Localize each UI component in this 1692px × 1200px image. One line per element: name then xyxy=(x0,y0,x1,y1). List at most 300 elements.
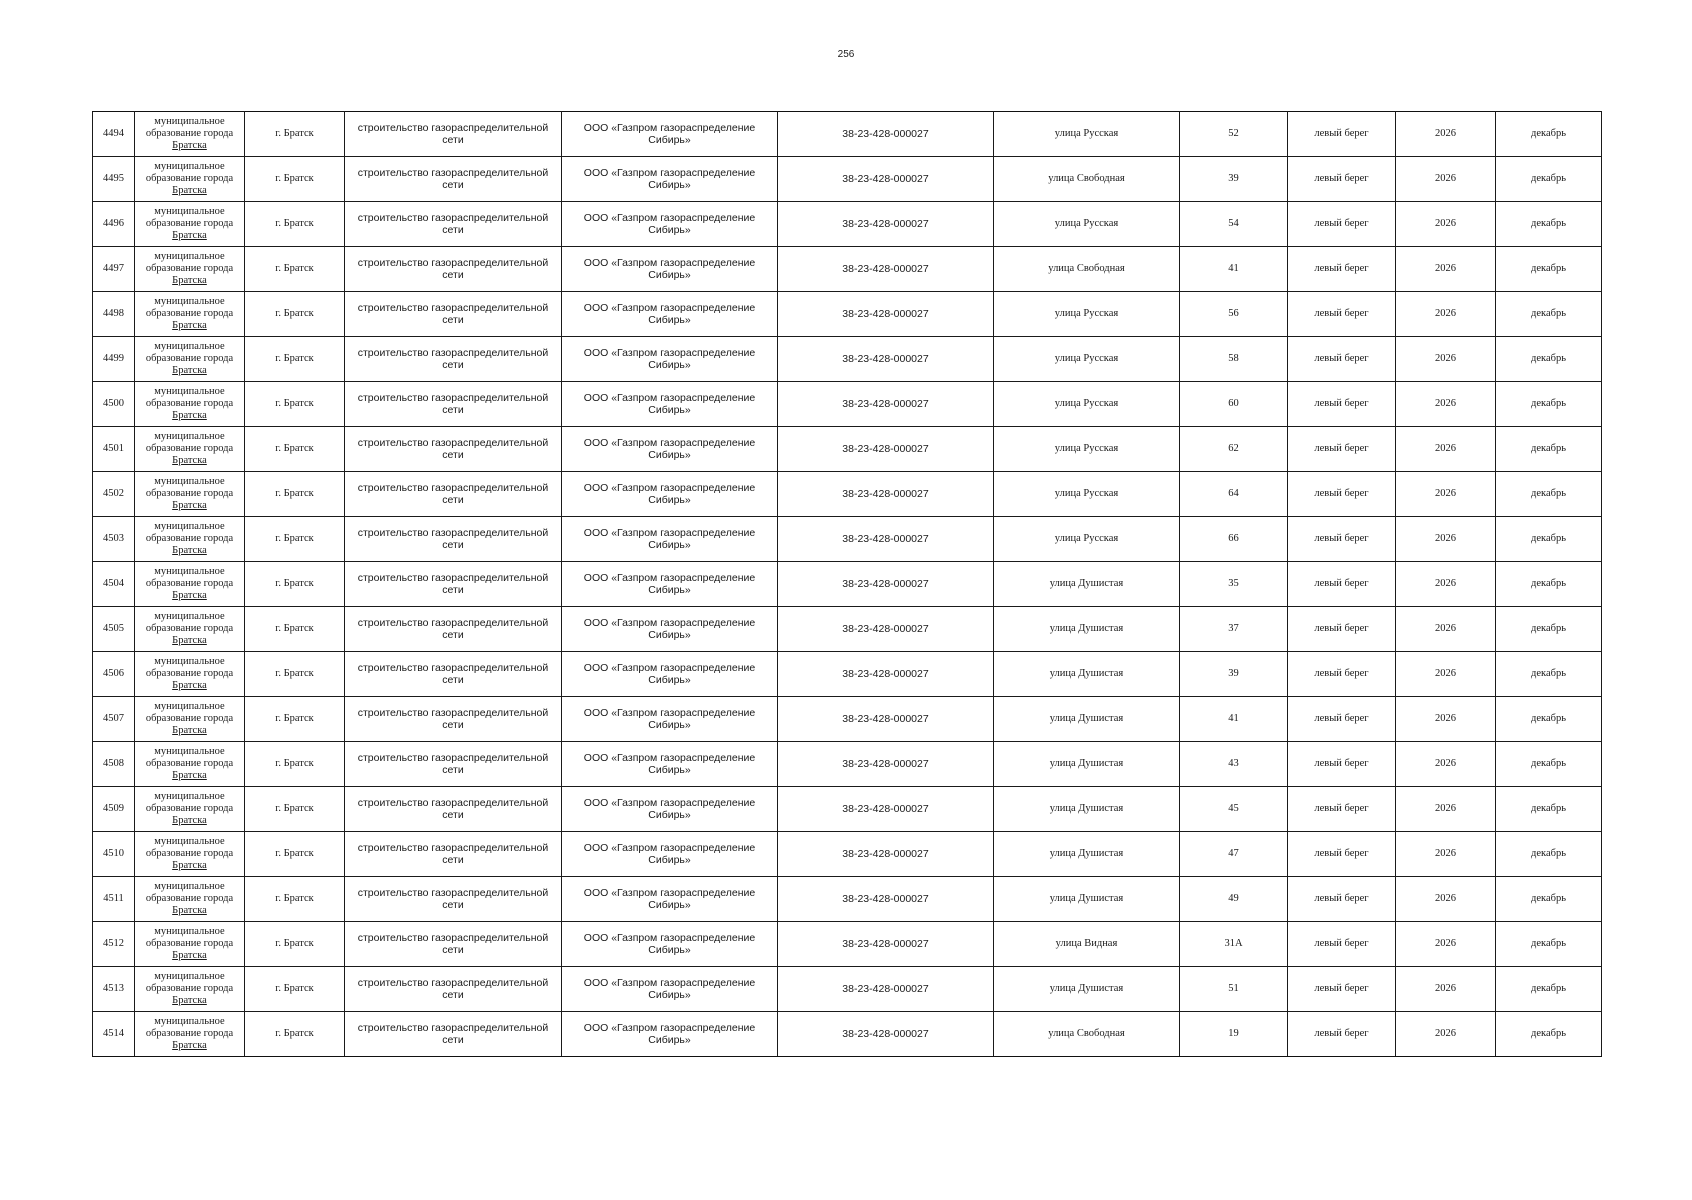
municipality-line: муниципальное xyxy=(154,116,225,127)
settlement-cell: г. Братск xyxy=(245,382,345,427)
municipality-line: образование города xyxy=(145,623,234,634)
month-cell: декабрь xyxy=(1496,877,1602,922)
work-type-cell: строительство газораспределительной сети xyxy=(345,607,562,652)
municipality-line: образование города xyxy=(145,578,234,589)
municipality-cell xyxy=(135,202,245,247)
work-type-cell: строительство газораспределительной сети xyxy=(345,157,562,202)
municipality-line: образование города xyxy=(145,443,234,454)
year-cell: 2026 xyxy=(1396,742,1496,787)
year-cell: 2026 xyxy=(1396,1012,1496,1057)
house-number-cell: 41 xyxy=(1180,697,1288,742)
table-row xyxy=(93,157,1602,202)
year-cell: 2026 xyxy=(1396,517,1496,562)
municipality-line: образование города xyxy=(145,848,234,859)
year-cell: 2026 xyxy=(1396,877,1496,922)
municipality-line: муниципальное xyxy=(154,206,225,217)
house-number-cell: 64 xyxy=(1180,472,1288,517)
municipality-line: образование города xyxy=(145,758,234,769)
object-code-cell: 38-23-428-000027 xyxy=(778,382,994,427)
municipality-line: Братска xyxy=(172,185,207,196)
municipality-line: муниципальное xyxy=(154,251,225,262)
object-code-cell: 38-23-428-000027 xyxy=(778,607,994,652)
month-cell: декабрь xyxy=(1496,517,1602,562)
municipality-line: Братска xyxy=(172,725,207,736)
street-cell: улица Душистая xyxy=(994,697,1180,742)
city-zone-cell: левый берег xyxy=(1288,832,1396,877)
object-code-cell: 38-23-428-000027 xyxy=(778,517,994,562)
house-number-cell: 47 xyxy=(1180,832,1288,877)
municipality-line: Братска xyxy=(172,680,207,691)
organization-cell: ООО «Газпром газораспределение Сибирь» xyxy=(562,112,778,157)
house-number-cell: 19 xyxy=(1180,1012,1288,1057)
organization-cell: ООО «Газпром газораспределение Сибирь» xyxy=(562,562,778,607)
month-cell: декабрь xyxy=(1496,787,1602,832)
settlement-cell: г. Братск xyxy=(245,697,345,742)
municipality-line: Братска xyxy=(172,140,207,151)
table-row xyxy=(93,607,1602,652)
object-code-cell: 38-23-428-000027 xyxy=(778,562,994,607)
municipality-line: Братска xyxy=(172,275,207,286)
organization-cell: ООО «Газпром газораспределение Сибирь» xyxy=(562,157,778,202)
street-cell: улица Душистая xyxy=(994,607,1180,652)
municipality-line: образование города xyxy=(145,263,234,274)
municipality-line: образование города xyxy=(145,893,234,904)
street-cell: улица Русская xyxy=(994,472,1180,517)
row-number: 4512 xyxy=(93,922,135,967)
settlement-cell: г. Братск xyxy=(245,427,345,472)
table-row xyxy=(93,832,1602,877)
street-cell: улица Русская xyxy=(994,202,1180,247)
table-row xyxy=(93,922,1602,967)
table-row xyxy=(93,517,1602,562)
street-cell: улица Душистая xyxy=(994,742,1180,787)
organization-cell: ООО «Газпром газораспределение Сибирь» xyxy=(562,832,778,877)
municipality-line: муниципальное xyxy=(154,791,225,802)
work-type-cell: строительство газораспределительной сети xyxy=(345,427,562,472)
month-cell: декабрь xyxy=(1496,697,1602,742)
house-number-cell: 62 xyxy=(1180,427,1288,472)
table-row xyxy=(93,562,1602,607)
municipality-cell xyxy=(135,472,245,517)
organization-cell: ООО «Газпром газораспределение Сибирь» xyxy=(562,247,778,292)
house-number-cell: 51 xyxy=(1180,967,1288,1012)
municipality-line: муниципальное xyxy=(154,1016,225,1027)
municipality-line: образование города xyxy=(145,803,234,814)
municipality-line: муниципальное xyxy=(154,746,225,757)
house-number-cell: 37 xyxy=(1180,607,1288,652)
municipality-line: муниципальное xyxy=(154,161,225,172)
municipality-line: Братска xyxy=(172,455,207,466)
municipality-line: муниципальное xyxy=(154,296,225,307)
street-cell: улица Русская xyxy=(994,292,1180,337)
year-cell: 2026 xyxy=(1396,697,1496,742)
municipality-line: Братска xyxy=(172,950,207,961)
month-cell: декабрь xyxy=(1496,157,1602,202)
street-cell: улица Душистая xyxy=(994,877,1180,922)
table-row xyxy=(93,742,1602,787)
street-cell: улица Свободная xyxy=(994,157,1180,202)
city-zone-cell: левый берег xyxy=(1288,922,1396,967)
municipality-line: Братска xyxy=(172,410,207,421)
work-type-cell: строительство газораспределительной сети xyxy=(345,517,562,562)
municipality-line: Братска xyxy=(172,995,207,1006)
municipality-line: муниципальное xyxy=(154,656,225,667)
month-cell: декабрь xyxy=(1496,382,1602,427)
municipality-line: Братска xyxy=(172,320,207,331)
month-cell: декабрь xyxy=(1496,247,1602,292)
municipality-cell xyxy=(135,292,245,337)
object-code-cell: 38-23-428-000027 xyxy=(778,742,994,787)
organization-cell: ООО «Газпром газораспределение Сибирь» xyxy=(562,292,778,337)
city-zone-cell: левый берег xyxy=(1288,652,1396,697)
work-type-cell: строительство газораспределительной сети xyxy=(345,697,562,742)
municipality-cell xyxy=(135,157,245,202)
object-code-cell: 38-23-428-000027 xyxy=(778,157,994,202)
municipality-cell xyxy=(135,382,245,427)
municipality-line: Братска xyxy=(172,635,207,646)
municipality-line: Братска xyxy=(172,545,207,556)
organization-cell: ООО «Газпром газораспределение Сибирь» xyxy=(562,607,778,652)
house-number-cell: 58 xyxy=(1180,337,1288,382)
municipality-line: образование города xyxy=(145,938,234,949)
row-number: 4506 xyxy=(93,652,135,697)
city-zone-cell: левый берег xyxy=(1288,382,1396,427)
municipality-cell xyxy=(135,967,245,1012)
house-number-cell: 66 xyxy=(1180,517,1288,562)
street-cell: улица Свободная xyxy=(994,247,1180,292)
street-cell: улица Русская xyxy=(994,517,1180,562)
work-type-cell: строительство газораспределительной сети xyxy=(345,652,562,697)
row-number: 4513 xyxy=(93,967,135,1012)
city-zone-cell: левый берег xyxy=(1288,157,1396,202)
settlement-cell: г. Братск xyxy=(245,742,345,787)
municipality-line: муниципальное xyxy=(154,926,225,937)
month-cell: декабрь xyxy=(1496,967,1602,1012)
municipality-line: муниципальное xyxy=(154,971,225,982)
table-body xyxy=(93,112,1602,1057)
organization-cell: ООО «Газпром газораспределение Сибирь» xyxy=(562,697,778,742)
city-zone-cell: левый берег xyxy=(1288,562,1396,607)
row-number: 4505 xyxy=(93,607,135,652)
month-cell: декабрь xyxy=(1496,337,1602,382)
object-code-cell: 38-23-428-000027 xyxy=(778,652,994,697)
municipality-line: образование города xyxy=(145,668,234,679)
municipality-line: муниципальное xyxy=(154,881,225,892)
organization-cell: ООО «Газпром газораспределение Сибирь» xyxy=(562,472,778,517)
settlement-cell: г. Братск xyxy=(245,157,345,202)
work-type-cell: строительство газораспределительной сети xyxy=(345,742,562,787)
municipality-line: образование города xyxy=(145,488,234,499)
house-number-cell: 43 xyxy=(1180,742,1288,787)
street-cell: улица Душистая xyxy=(994,832,1180,877)
municipality-cell xyxy=(135,652,245,697)
work-type-cell: строительство газораспределительной сети xyxy=(345,472,562,517)
municipality-line: образование города xyxy=(145,713,234,724)
work-type-cell: строительство газораспределительной сети xyxy=(345,1012,562,1057)
city-zone-cell: левый берег xyxy=(1288,472,1396,517)
organization-cell: ООО «Газпром газораспределение Сибирь» xyxy=(562,922,778,967)
city-zone-cell: левый берег xyxy=(1288,967,1396,1012)
year-cell: 2026 xyxy=(1396,922,1496,967)
municipality-line: муниципальное xyxy=(154,566,225,577)
settlement-cell: г. Братск xyxy=(245,607,345,652)
object-code-cell: 38-23-428-000027 xyxy=(778,697,994,742)
table-row xyxy=(93,202,1602,247)
month-cell: декабрь xyxy=(1496,112,1602,157)
municipality-line: Братска xyxy=(172,815,207,826)
month-cell: декабрь xyxy=(1496,1012,1602,1057)
municipality-line: Братска xyxy=(172,365,207,376)
city-zone-cell: левый берег xyxy=(1288,697,1396,742)
settlement-cell: г. Братск xyxy=(245,112,345,157)
city-zone-cell: левый берег xyxy=(1288,787,1396,832)
street-cell: улица Душистая xyxy=(994,562,1180,607)
month-cell: декабрь xyxy=(1496,427,1602,472)
municipality-line: Братска xyxy=(172,500,207,511)
year-cell: 2026 xyxy=(1396,157,1496,202)
page-number: 256 xyxy=(837,49,855,60)
table-row xyxy=(93,382,1602,427)
municipality-line: Братска xyxy=(172,905,207,916)
street-cell: улица Свободная xyxy=(994,1012,1180,1057)
municipality-line: муниципальное xyxy=(154,611,225,622)
street-cell: улица Душистая xyxy=(994,787,1180,832)
municipality-line: муниципальное xyxy=(154,431,225,442)
municipality-cell xyxy=(135,337,245,382)
month-cell: декабрь xyxy=(1496,607,1602,652)
row-number: 4495 xyxy=(93,157,135,202)
table-row xyxy=(93,877,1602,922)
settlement-cell: г. Братск xyxy=(245,832,345,877)
organization-cell: ООО «Газпром газораспределение Сибирь» xyxy=(562,337,778,382)
organization-cell: ООО «Газпром газораспределение Сибирь» xyxy=(562,427,778,472)
house-number-cell: 45 xyxy=(1180,787,1288,832)
year-cell: 2026 xyxy=(1396,832,1496,877)
municipality-cell xyxy=(135,787,245,832)
municipality-cell xyxy=(135,742,245,787)
year-cell: 2026 xyxy=(1396,607,1496,652)
work-type-cell: строительство газораспределительной сети xyxy=(345,967,562,1012)
month-cell: декабрь xyxy=(1496,292,1602,337)
object-code-cell: 38-23-428-000027 xyxy=(778,427,994,472)
house-number-cell: 39 xyxy=(1180,157,1288,202)
organization-cell: ООО «Газпром газораспределение Сибирь» xyxy=(562,967,778,1012)
row-number: 4498 xyxy=(93,292,135,337)
organization-cell: ООО «Газпром газораспределение Сибирь» xyxy=(562,877,778,922)
house-number-cell: 52 xyxy=(1180,112,1288,157)
municipality-line: образование города xyxy=(145,173,234,184)
city-zone-cell: левый берег xyxy=(1288,202,1396,247)
work-type-cell: строительство газораспределительной сети xyxy=(345,292,562,337)
settlement-cell: г. Братск xyxy=(245,517,345,562)
city-zone-cell: левый берег xyxy=(1288,877,1396,922)
work-type-cell: строительство газораспределительной сети xyxy=(345,562,562,607)
house-number-cell: 49 xyxy=(1180,877,1288,922)
object-code-cell: 38-23-428-000027 xyxy=(778,112,994,157)
object-code-cell: 38-23-428-000027 xyxy=(778,472,994,517)
table-row xyxy=(93,247,1602,292)
object-code-cell: 38-23-428-000027 xyxy=(778,292,994,337)
object-code-cell: 38-23-428-000027 xyxy=(778,247,994,292)
month-cell: декабрь xyxy=(1496,202,1602,247)
row-number: 4503 xyxy=(93,517,135,562)
municipality-cell xyxy=(135,517,245,562)
object-code-cell: 38-23-428-000027 xyxy=(778,877,994,922)
row-number: 4497 xyxy=(93,247,135,292)
work-type-cell: строительство газораспределительной сети xyxy=(345,922,562,967)
municipality-line: образование города xyxy=(145,218,234,229)
organization-cell: ООО «Газпром газораспределение Сибирь» xyxy=(562,787,778,832)
municipality-line: муниципальное xyxy=(154,701,225,712)
municipality-line: образование города xyxy=(145,353,234,364)
organization-cell: ООО «Газпром газораспределение Сибирь» xyxy=(562,652,778,697)
object-code-cell: 38-23-428-000027 xyxy=(778,1012,994,1057)
year-cell: 2026 xyxy=(1396,292,1496,337)
municipality-cell xyxy=(135,562,245,607)
municipality-line: Братска xyxy=(172,1040,207,1051)
object-code-cell: 38-23-428-000027 xyxy=(778,202,994,247)
municipality-cell xyxy=(135,877,245,922)
year-cell: 2026 xyxy=(1396,787,1496,832)
row-number: 4500 xyxy=(93,382,135,427)
table-row xyxy=(93,1012,1602,1057)
work-type-cell: строительство газораспределительной сети xyxy=(345,112,562,157)
settlement-cell: г. Братск xyxy=(245,292,345,337)
municipality-line: муниципальное xyxy=(154,386,225,397)
year-cell: 2026 xyxy=(1396,562,1496,607)
house-number-cell: 31А xyxy=(1180,922,1288,967)
year-cell: 2026 xyxy=(1396,967,1496,1012)
row-number: 4508 xyxy=(93,742,135,787)
city-zone-cell: левый берег xyxy=(1288,112,1396,157)
city-zone-cell: левый берег xyxy=(1288,247,1396,292)
year-cell: 2026 xyxy=(1396,247,1496,292)
table-row xyxy=(93,967,1602,1012)
organization-cell: ООО «Газпром газораспределение Сибирь» xyxy=(562,382,778,427)
municipality-cell xyxy=(135,247,245,292)
work-type-cell: строительство газораспределительной сети xyxy=(345,382,562,427)
month-cell: декабрь xyxy=(1496,922,1602,967)
settlement-cell: г. Братск xyxy=(245,967,345,1012)
municipality-cell xyxy=(135,427,245,472)
object-code-cell: 38-23-428-000027 xyxy=(778,967,994,1012)
row-number: 4494 xyxy=(93,112,135,157)
work-type-cell: строительство газораспределительной сети xyxy=(345,202,562,247)
year-cell: 2026 xyxy=(1396,472,1496,517)
street-cell: улица Русская xyxy=(994,112,1180,157)
street-cell: улица Русская xyxy=(994,382,1180,427)
month-cell: декабрь xyxy=(1496,742,1602,787)
street-cell: улица Русская xyxy=(994,337,1180,382)
city-zone-cell: левый берег xyxy=(1288,607,1396,652)
month-cell: декабрь xyxy=(1496,472,1602,517)
month-cell: декабрь xyxy=(1496,832,1602,877)
object-code-cell: 38-23-428-000027 xyxy=(778,787,994,832)
settlement-cell: г. Братск xyxy=(245,652,345,697)
street-cell: улица Душистая xyxy=(994,652,1180,697)
municipality-cell xyxy=(135,1012,245,1057)
settlement-cell: г. Братск xyxy=(245,337,345,382)
object-code-cell: 38-23-428-000027 xyxy=(778,922,994,967)
municipality-line: образование города xyxy=(145,1028,234,1039)
settlement-cell: г. Братск xyxy=(245,877,345,922)
work-type-cell: строительство газораспределительной сети xyxy=(345,787,562,832)
table-row xyxy=(93,787,1602,832)
house-number-cell: 35 xyxy=(1180,562,1288,607)
city-zone-cell: левый берег xyxy=(1288,337,1396,382)
table-row xyxy=(93,292,1602,337)
work-type-cell: строительство газораспределительной сети xyxy=(345,877,562,922)
house-number-cell: 39 xyxy=(1180,652,1288,697)
settlement-cell: г. Братск xyxy=(245,1012,345,1057)
house-number-cell: 56 xyxy=(1180,292,1288,337)
city-zone-cell: левый берег xyxy=(1288,517,1396,562)
table-row xyxy=(93,112,1602,157)
row-number: 4499 xyxy=(93,337,135,382)
work-type-cell: строительство газораспределительной сети xyxy=(345,832,562,877)
house-number-cell: 41 xyxy=(1180,247,1288,292)
row-number: 4509 xyxy=(93,787,135,832)
row-number: 4510 xyxy=(93,832,135,877)
table-row xyxy=(93,652,1602,697)
municipality-line: муниципальное xyxy=(154,836,225,847)
settlement-cell: г. Братск xyxy=(245,562,345,607)
municipality-line: муниципальное xyxy=(154,341,225,352)
municipality-line: образование города xyxy=(145,983,234,994)
municipality-line: Братска xyxy=(172,860,207,871)
municipality-line: образование города xyxy=(145,533,234,544)
table-row xyxy=(93,427,1602,472)
gasification-schedule-table xyxy=(92,111,1602,1057)
organization-cell: ООО «Газпром газораспределение Сибирь» xyxy=(562,202,778,247)
year-cell: 2026 xyxy=(1396,337,1496,382)
organization-cell: ООО «Газпром газораспределение Сибирь» xyxy=(562,517,778,562)
row-number: 4502 xyxy=(93,472,135,517)
house-number-cell: 54 xyxy=(1180,202,1288,247)
month-cell: декабрь xyxy=(1496,652,1602,697)
object-code-cell: 38-23-428-000027 xyxy=(778,337,994,382)
municipality-line: Братска xyxy=(172,590,207,601)
work-type-cell: строительство газораспределительной сети xyxy=(345,247,562,292)
city-zone-cell: левый берег xyxy=(1288,1012,1396,1057)
municipality-cell xyxy=(135,112,245,157)
settlement-cell: г. Братск xyxy=(245,472,345,517)
year-cell: 2026 xyxy=(1396,427,1496,472)
municipality-line: образование города xyxy=(145,128,234,139)
municipality-line: образование города xyxy=(145,398,234,409)
row-number: 4511 xyxy=(93,877,135,922)
municipality-cell xyxy=(135,922,245,967)
organization-cell: ООО «Газпром газораспределение Сибирь» xyxy=(562,1012,778,1057)
work-type-cell: строительство газораспределительной сети xyxy=(345,337,562,382)
municipality-line: Братска xyxy=(172,230,207,241)
month-cell: декабрь xyxy=(1496,562,1602,607)
municipality-cell xyxy=(135,607,245,652)
row-number: 4496 xyxy=(93,202,135,247)
street-cell: улица Душистая xyxy=(994,967,1180,1012)
table-row xyxy=(93,337,1602,382)
street-cell: улица Русская xyxy=(994,427,1180,472)
settlement-cell: г. Братск xyxy=(245,202,345,247)
year-cell: 2026 xyxy=(1396,382,1496,427)
street-cell: улица Видная xyxy=(994,922,1180,967)
municipality-line: муниципальное xyxy=(154,476,225,487)
organization-cell: ООО «Газпром газораспределение Сибирь» xyxy=(562,742,778,787)
row-number: 4504 xyxy=(93,562,135,607)
row-number: 4501 xyxy=(93,427,135,472)
year-cell: 2026 xyxy=(1396,112,1496,157)
municipality-line: Братска xyxy=(172,770,207,781)
